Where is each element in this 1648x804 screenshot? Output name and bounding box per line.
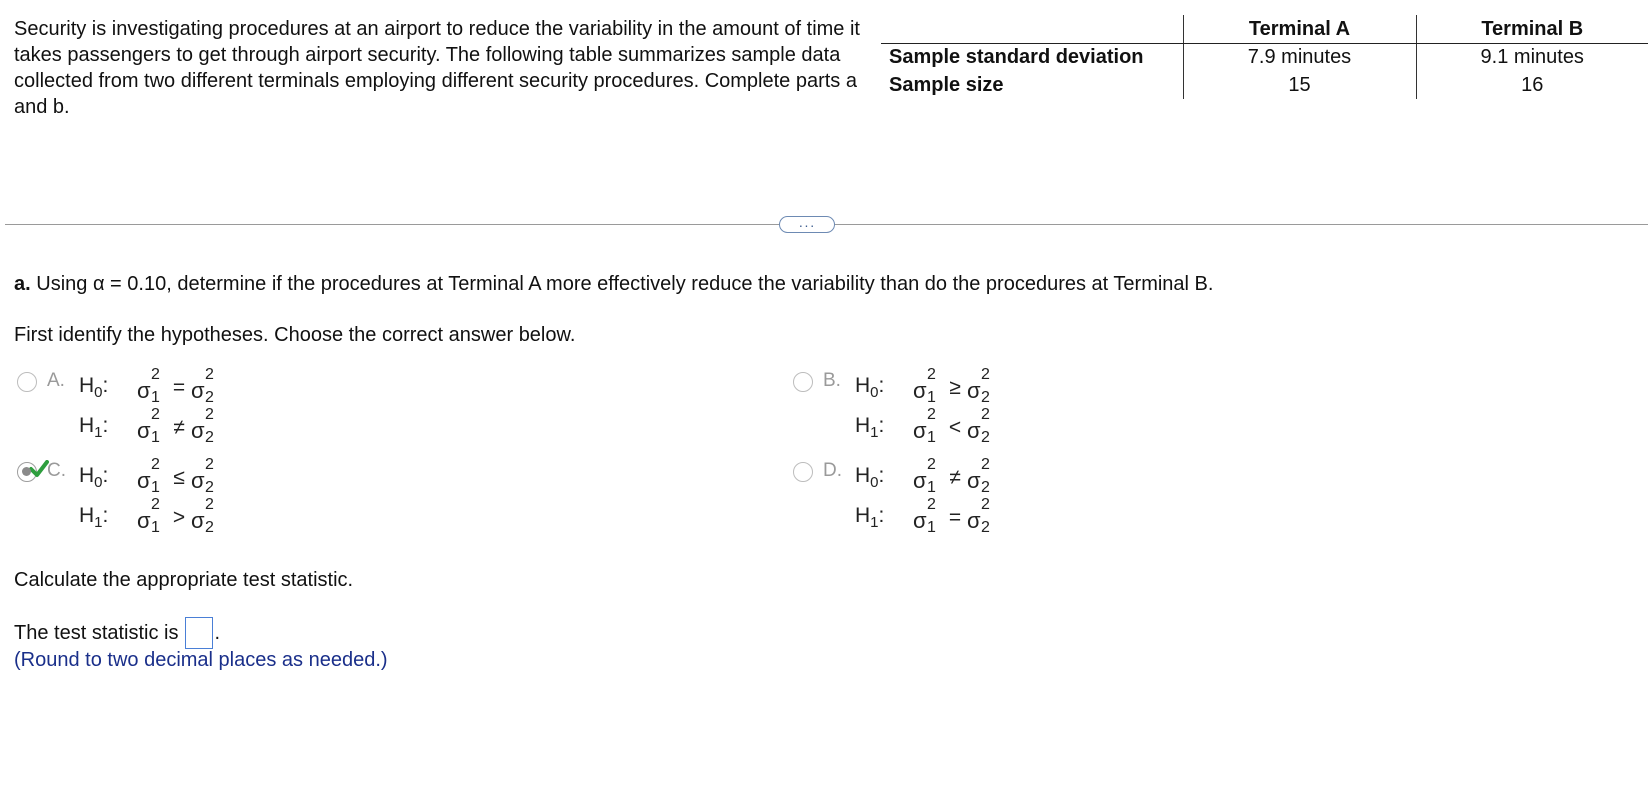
sigma-squared: σ 2 1 <box>913 406 936 446</box>
null-hypothesis: $H_0$: σ 2 1 ≠ σ 2 2 <box>855 458 997 498</box>
table-corner <box>881 15 1183 43</box>
sigma-squared: σ 2 1 <box>913 496 936 536</box>
row-label-sample-size: Sample size <box>889 74 1004 96</box>
relation-symbol: = <box>172 376 186 399</box>
table-row <box>881 43 1648 71</box>
sigma-squared: σ 2 2 <box>191 406 214 446</box>
cell-sample-size-a: 15 <box>1183 71 1416 99</box>
option-c[interactable] <box>17 458 221 538</box>
null-hypothesis: $H_0$: σ 2 1 = σ 2 2 <box>79 368 221 408</box>
cell-sample-size-b: 16 <box>1416 71 1648 99</box>
relation-symbol: > <box>172 506 186 529</box>
test-statistic-input[interactable] <box>185 617 213 649</box>
part-a-question <box>14 273 1213 296</box>
option-letter: B. <box>823 370 841 391</box>
sigma-squared: σ 2 2 <box>967 406 990 446</box>
sigma-squared: σ 2 1 <box>137 456 160 496</box>
null-hypothesis: $H_0$: σ 2 1 ≤ σ 2 2 <box>79 458 221 498</box>
hypotheses <box>79 368 221 448</box>
hypotheses <box>79 458 221 538</box>
option-letter: A. <box>47 370 65 391</box>
rounding-note: (Round to two decimal places as needed.) <box>14 649 388 671</box>
sigma-squared: σ 2 2 <box>191 496 214 536</box>
cell-std-dev-b: 9.1 minutes <box>1416 43 1648 71</box>
alternative-hypothesis: $H_1$: σ 2 1 ≠ σ 2 2 <box>79 408 221 448</box>
hypotheses <box>855 368 997 448</box>
test-statistic-line <box>14 617 220 649</box>
relation-symbol: ≠ <box>173 416 185 439</box>
sigma-squared: σ 2 1 <box>137 496 160 536</box>
relation-symbol: = <box>948 506 962 529</box>
sigma-squared: σ 2 1 <box>913 366 936 406</box>
option-letter: C. <box>47 460 66 481</box>
sigma-squared: σ 2 2 <box>191 366 214 406</box>
option-letter: D. <box>823 460 842 481</box>
radio-button[interactable] <box>17 372 37 392</box>
row-label-std-dev: Sample standard deviation <box>889 46 1144 69</box>
relation-symbol: ≥ <box>949 376 961 399</box>
part-a-text: Using α = 0.10, determine if the procedures at Terminal A more effectively reduce the variability than do the procedures at Terminal B. <box>36 273 1214 295</box>
option-a[interactable] <box>17 368 221 448</box>
sigma-squared: σ 2 2 <box>967 366 990 406</box>
sigma-squared: σ 2 2 <box>191 456 214 496</box>
test-statistic-period: . <box>214 621 221 644</box>
radio-button[interactable] <box>793 462 813 482</box>
option-d[interactable] <box>793 458 997 538</box>
table-header-row <box>881 15 1648 43</box>
expand-more-button[interactable]: ··· <box>779 216 835 233</box>
option-b[interactable] <box>793 368 997 448</box>
problem-intro: Security is investigating procedures at an airport to reduce the variability in the amount of time it takes passengers to get through airport security. The following table summarizes sample data collected from two different terminals employing different security procedures. Complete parts a and b. <box>14 18 860 118</box>
sigma-squared: σ 2 2 <box>967 496 990 536</box>
summary-table <box>881 15 1648 99</box>
alternative-hypothesis: $H_1$: σ 2 1 = σ 2 2 <box>855 498 997 538</box>
column-header-terminal-a: Terminal A <box>1183 15 1416 43</box>
sigma-squared: σ 2 1 <box>137 406 160 446</box>
hypotheses <box>855 458 997 538</box>
radio-button[interactable] <box>17 462 37 482</box>
null-hypothesis: $H_0$: σ 2 1 ≥ σ 2 2 <box>855 368 997 408</box>
alternative-hypothesis: $H_1$: σ 2 1 > σ 2 2 <box>79 498 221 538</box>
sigma-squared: σ 2 1 <box>137 366 160 406</box>
alternative-hypothesis: $H_1$: σ 2 1 < σ 2 2 <box>855 408 997 448</box>
part-a-label: a. <box>14 273 31 295</box>
relation-symbol: < <box>948 416 962 439</box>
test-statistic-label: The test statistic is <box>14 621 179 644</box>
radio-button[interactable] <box>793 372 813 392</box>
sigma-squared: σ 2 2 <box>967 456 990 496</box>
cell-std-dev-a: 7.9 minutes <box>1183 43 1416 71</box>
table-row <box>881 71 1648 99</box>
sigma-squared: σ 2 1 <box>913 456 936 496</box>
column-header-terminal-b: Terminal B <box>1416 15 1648 43</box>
hypothesis-prompt: First identify the hypotheses. Choose the correct answer below. <box>14 324 576 346</box>
calc-prompt: Calculate the appropriate test statistic. <box>14 569 354 591</box>
relation-symbol: ≠ <box>949 466 961 489</box>
relation-symbol: ≤ <box>173 466 185 489</box>
checkmark-icon <box>29 460 49 478</box>
